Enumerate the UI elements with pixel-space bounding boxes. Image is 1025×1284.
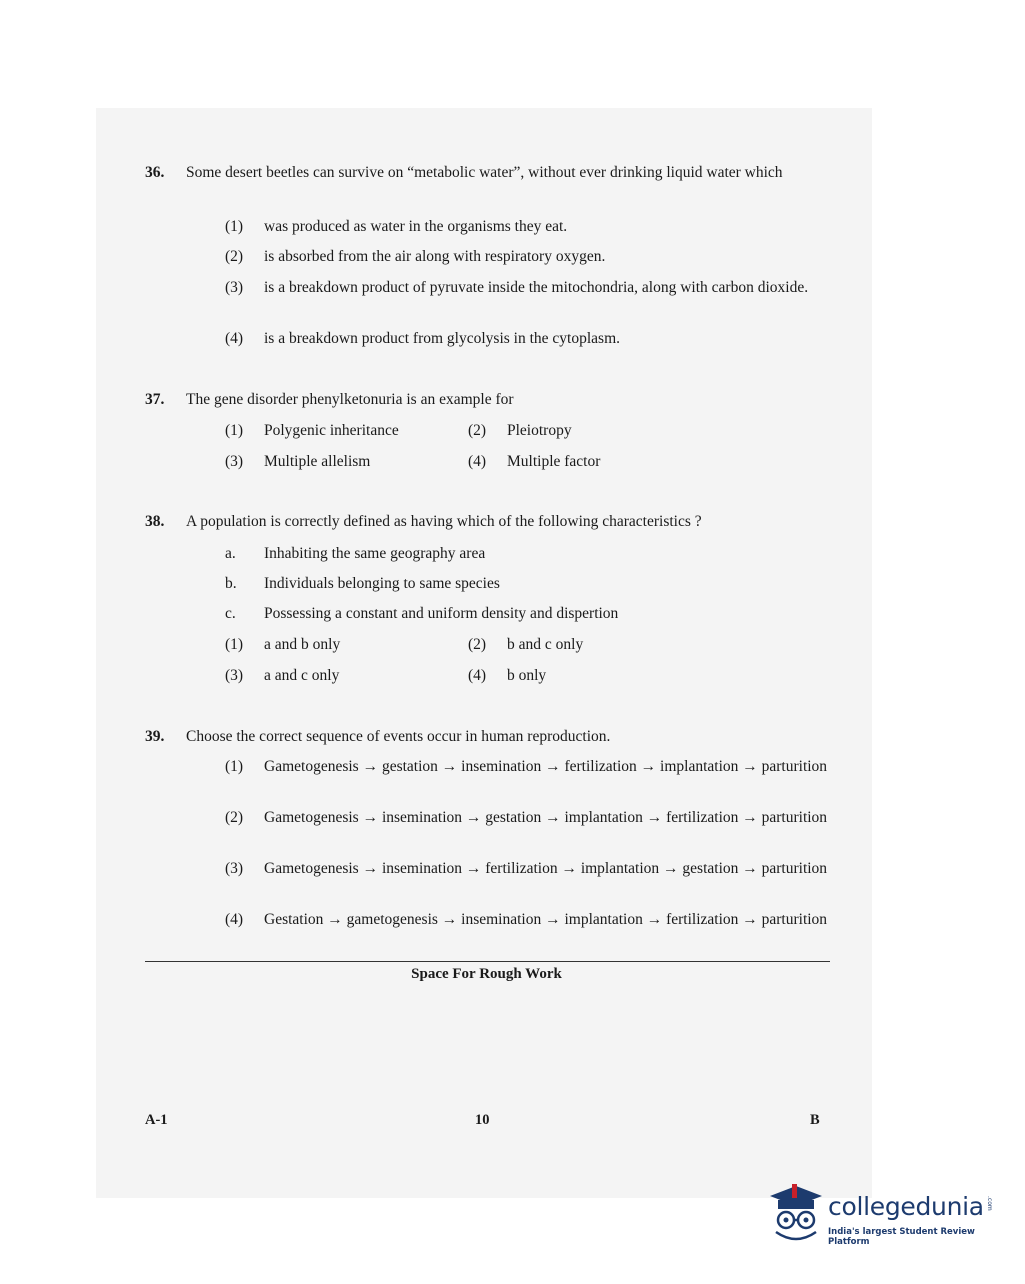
statement-text: Possessing a constant and uniform density and dispertion (264, 605, 619, 622)
statement-38-b (225, 573, 830, 594)
brand-tagline: India's largest Student Review Platform (828, 1227, 975, 1247)
option-text: Gametogenesis → insemination → fertilization → implantation → gestation → parturition (264, 860, 828, 877)
option-text: is absorbed from the air along with respiratory oxygen. (264, 248, 606, 265)
statement-text: Individuals belonging to same species (264, 575, 500, 592)
statement-text: Inhabiting the same geography area (264, 545, 486, 562)
rough-work-divider (145, 961, 830, 962)
option-text: Polygenic inheritance (264, 422, 399, 439)
option-label: (4) (468, 667, 487, 684)
statement-label: a. (225, 545, 236, 562)
option-text: b only (507, 667, 547, 684)
option-37-1 (225, 420, 455, 441)
brand-domain-suffix: .com (986, 1196, 993, 1211)
question-number: 36. (145, 164, 165, 181)
statement-label: c. (225, 605, 236, 622)
option-39-3 (225, 858, 831, 879)
option-text: Multiple allelism (264, 453, 371, 470)
option-label: (4) (225, 911, 244, 928)
option-label: (3) (225, 453, 244, 470)
option-36-4 (225, 328, 830, 349)
question-39 (145, 726, 835, 747)
option-label: (2) (225, 809, 244, 826)
option-37-3 (225, 451, 455, 472)
page-number: 10 (475, 1112, 490, 1128)
option-text: Gametogenesis → gestation → insemination → fertilization → implantation → parturition (264, 758, 828, 775)
option-text: b and c only (507, 636, 584, 653)
option-37-2 (468, 420, 768, 441)
option-label: (2) (468, 422, 487, 439)
option-37-4 (468, 451, 768, 472)
option-text: a and b only (264, 636, 341, 653)
statement-label: b. (225, 575, 237, 592)
option-label: (2) (468, 636, 487, 653)
question-text: A population is correctly defined as having which of the following characteristics ? (186, 513, 702, 530)
footer-code: A-1 (145, 1112, 168, 1128)
option-text: Pleiotropy (507, 422, 572, 439)
option-text: Multiple factor (507, 453, 601, 470)
rough-work-label: Space For Rough Work (411, 966, 562, 982)
option-text: was produced as water in the organisms they eat. (264, 218, 568, 235)
question-number: 39. (145, 728, 165, 745)
option-38-3 (225, 665, 455, 686)
question-text: The gene disorder phenylketonuria is an example for (186, 391, 514, 408)
question-text: Choose the correct sequence of events occur in human reproduction. (186, 728, 611, 745)
option-36-2 (225, 246, 830, 267)
question-number: 38. (145, 513, 165, 530)
question-number: 37. (145, 391, 165, 408)
option-label: (1) (225, 636, 244, 653)
option-label: (4) (468, 453, 487, 470)
statement-38-c (225, 603, 830, 624)
mascot-graduate-icon (764, 1180, 826, 1246)
option-label: (3) (225, 279, 244, 296)
question-37 (145, 389, 835, 410)
option-label: (1) (225, 758, 244, 775)
option-label: (1) (225, 218, 244, 235)
collegedunia-logo (764, 1180, 999, 1250)
option-36-3 (225, 277, 830, 298)
option-38-4 (468, 665, 768, 686)
option-39-2 (225, 807, 831, 828)
option-label: (3) (225, 667, 244, 684)
option-36-1 (225, 216, 830, 237)
footer-series: B (810, 1112, 820, 1128)
option-label: (4) (225, 330, 244, 347)
option-label: (1) (225, 422, 244, 439)
question-36 (145, 162, 835, 183)
option-text: Gametogenesis → insemination → gestation → implantation → fertilization → parturition (264, 809, 828, 826)
statement-38-a (225, 543, 830, 564)
option-38-1 (225, 634, 455, 655)
brand-name: collegedunia (828, 1192, 984, 1221)
option-text: is a breakdown product from glycolysis in the cytoplasm. (264, 330, 621, 347)
option-text: Gestation → gametogenesis → insemination → implantation → fertilization → parturition (264, 911, 828, 928)
option-38-2 (468, 634, 768, 655)
option-39-4 (225, 909, 831, 930)
option-text: a and c only (264, 667, 340, 684)
question-38 (145, 511, 835, 532)
option-label: (3) (225, 860, 244, 877)
option-39-1 (225, 756, 831, 777)
option-label: (2) (225, 248, 244, 265)
question-text: Some desert beetles can survive on “metabolic water”, without ever drinking liquid water which (186, 164, 783, 181)
option-text: is a breakdown product of pyruvate inside the mitochondria, along with carbon dioxide. (264, 279, 809, 296)
